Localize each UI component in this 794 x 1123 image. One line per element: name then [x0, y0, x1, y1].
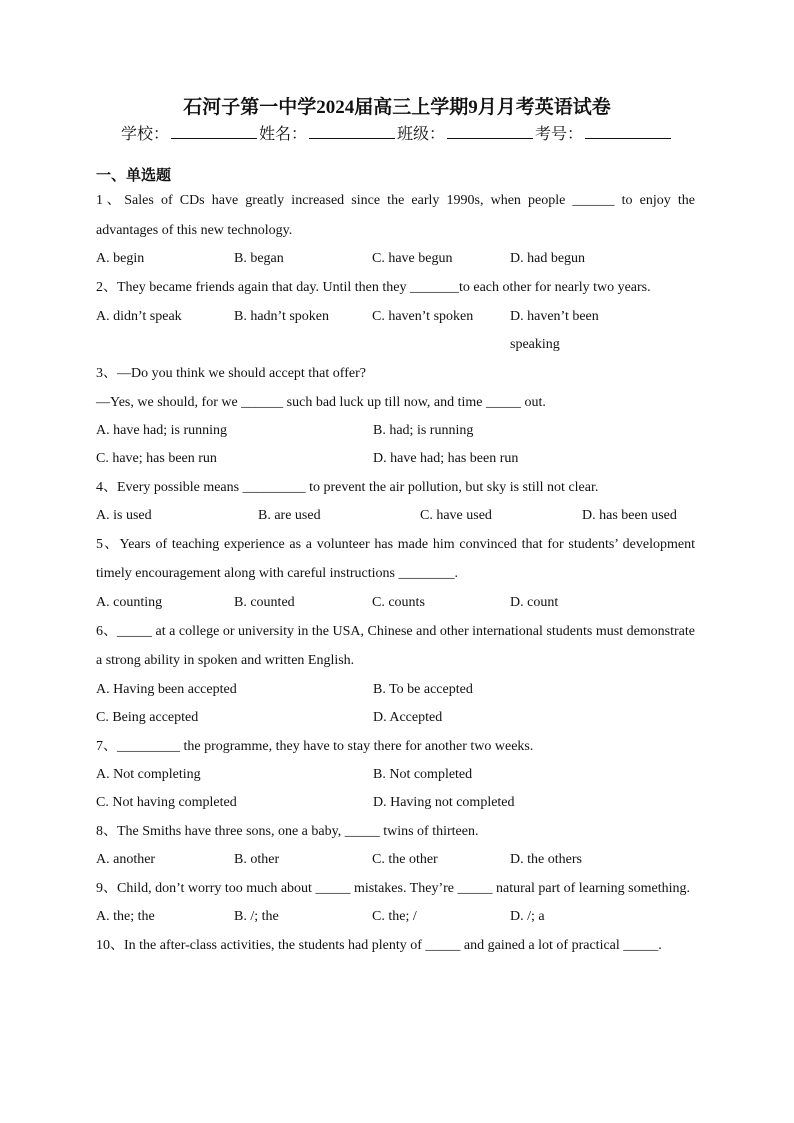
name-blank[interactable] [309, 124, 395, 139]
question-6 [96, 617, 695, 732]
question-9 [96, 874, 695, 932]
option-b[interactable]: B. are used [258, 507, 321, 523]
option-a[interactable]: A. counting [96, 594, 163, 610]
exam-no-label: 考号： [535, 126, 584, 143]
option-b[interactable]: B. began [234, 251, 284, 266]
class-blank[interactable] [447, 124, 533, 139]
option-c[interactable]: C. have used [420, 507, 492, 523]
option-a[interactable]: A. the; the [96, 909, 155, 924]
option-row [96, 761, 695, 789]
option-b[interactable]: B. /; the [234, 909, 279, 924]
option-row [96, 846, 695, 874]
option-row [96, 303, 695, 359]
option-c[interactable]: C. counts [372, 594, 425, 610]
option-d[interactable]: D. Having not completed [373, 794, 515, 810]
option-b[interactable]: B. Not completed [373, 766, 473, 782]
option-c[interactable]: C. Being accepted [96, 709, 199, 725]
option-row [96, 903, 695, 931]
question-1 [96, 186, 695, 273]
option-c[interactable]: C. the; / [372, 909, 417, 924]
school-label: 学校： [120, 126, 169, 143]
exam-no-blank[interactable] [585, 124, 671, 139]
question-list [96, 186, 695, 961]
option-d[interactable]: D. had begun [510, 251, 586, 266]
option-b[interactable]: B. counted [234, 594, 295, 610]
option-b[interactable]: B. To be accepted [373, 681, 473, 697]
option-d[interactable]: D. has been used [582, 507, 677, 523]
option-d[interactable]: D. /; a [510, 909, 545, 924]
option-d[interactable]: D. haven’t been speaking [510, 308, 599, 352]
class-label: 班级： [397, 126, 446, 143]
option-b[interactable]: B. other [234, 851, 280, 867]
option-c[interactable]: C. haven’t spoken [372, 308, 474, 324]
option-a[interactable]: A. Not completing [96, 766, 201, 782]
option-row [96, 789, 695, 817]
option-a[interactable]: A. didn’t speak [96, 308, 182, 324]
question-stem: 4、Every possible means _________ to prevent the air pollution, but sky is still not clear. [96, 479, 599, 495]
option-row [96, 245, 695, 273]
question-stem: 1、Sales of CDs have greatly increased since the early 1990s, when people ______ to enjoy the advantages of this new technology. [96, 193, 695, 238]
student-info-line [0, 124, 794, 146]
question-8 [96, 817, 695, 874]
option-d[interactable]: D. the others [510, 851, 582, 867]
option-c[interactable]: C. have; has been run [96, 450, 217, 466]
question-stem: 5、Years of teaching experience as a volunteer has made him convinced that for students’ development timely encouragement along with careful instructions ________. [96, 536, 695, 581]
school-blank[interactable] [171, 124, 257, 139]
option-a[interactable]: A. is used [96, 507, 152, 523]
question-stem: 2、They became friends again that day. Until then they _______to each other for nearly two years. [96, 280, 651, 295]
question-5 [96, 530, 695, 617]
option-a[interactable]: A. Having been accepted [96, 681, 237, 697]
option-c[interactable]: C. have begun [372, 251, 453, 266]
option-a[interactable]: A. begin [96, 251, 145, 266]
option-b[interactable]: B. had; is running [373, 422, 474, 438]
name-label: 姓名： [258, 126, 307, 143]
option-c[interactable]: C. the other [372, 851, 438, 867]
option-d[interactable]: D. count [510, 594, 559, 610]
question-stem: 9、Child, don’t worry too much about _____ mistakes. They’re _____ natural part of learning something. [96, 880, 690, 896]
section-title: 一、单选题 [96, 168, 172, 184]
option-d[interactable]: D. have had; has been run [373, 450, 519, 466]
option-row [96, 589, 695, 617]
option-c[interactable]: C. Not having completed [96, 794, 237, 810]
option-a[interactable]: A. another [96, 851, 156, 867]
question-stem-line-2: —Yes, we should, for we ______ such bad luck up till now, and time _____ out. [96, 394, 546, 410]
question-2 [96, 273, 695, 359]
question-stem: 7、_________ the programme, they have to stay there for another two weeks. [96, 738, 534, 754]
option-d[interactable]: D. Accepted [373, 709, 443, 725]
question-stem: 8、The Smiths have three sons, one a baby, _____ twins of thirteen. [96, 823, 479, 839]
question-7 [96, 732, 695, 817]
question-stem: 10、In the after-class activities, the students had plenty of _____ and gained a lot of practical _____. [96, 938, 662, 953]
option-a[interactable]: A. have had; is running [96, 422, 228, 438]
option-row [96, 502, 695, 530]
question-4 [96, 473, 695, 530]
question-10 [96, 931, 695, 961]
option-row [96, 445, 695, 473]
question-stem: 6、_____ at a college or university in the USA, Chinese and other international students must demonstrate a strong ability in spoken and written English. [96, 623, 695, 668]
question-stem: 3、—Do you think we should accept that offer? [96, 365, 366, 381]
question-3 [96, 359, 695, 473]
option-row [96, 676, 695, 704]
option-b[interactable]: B. hadn’t spoken [234, 308, 330, 324]
exam-title: 石河子第一中学2024届高三上学期9月月考英语试卷 [183, 97, 611, 118]
option-row [96, 417, 695, 445]
option-row [96, 704, 695, 732]
